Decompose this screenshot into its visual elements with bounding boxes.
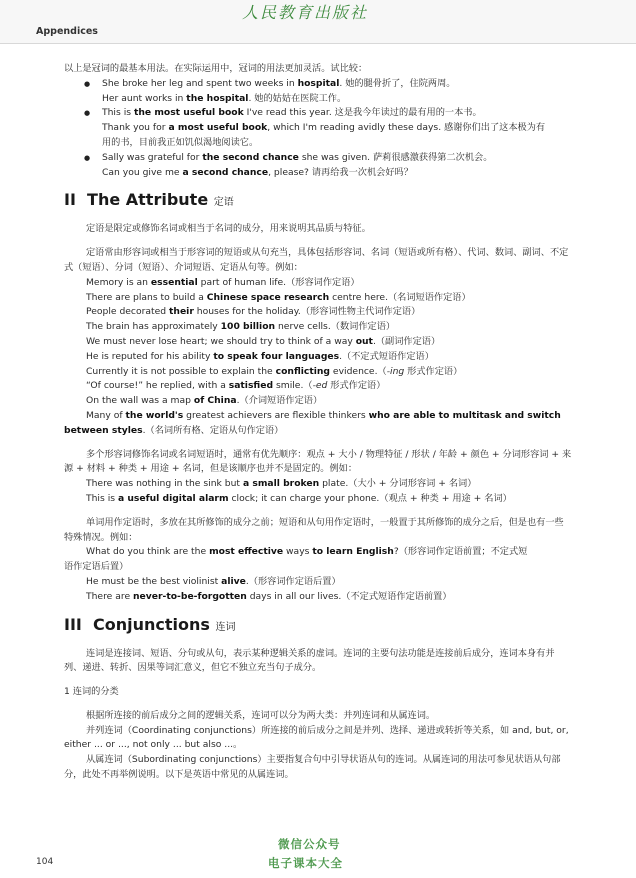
section-heading-conjunctions: III Conjunctions 连词	[64, 614, 236, 634]
attribute-example: There are plans to build a Chinese space research centre here.（名词短语作定语）	[86, 291, 471, 303]
position-example: What do you think are the most effective ways to learn English?（形容词作定语前置；不定式短	[86, 546, 528, 558]
watermark-line1: 微信公众号	[278, 837, 341, 851]
attribute-example-cont: between styles.（名词所有格、定语从句作定语）	[64, 424, 284, 436]
example-bullet: ● Sally was grateful for the second chance she was given. 萨莉很感激获得第二次机会。	[64, 151, 572, 166]
attribute-example: People decorated their houses for the holiday.（形容词性物主代词作定语）	[86, 306, 421, 318]
conjunctions-classify: 根据所连接的前后成分之间的逻辑关系，连词可以分为两大类：并列连词和从属连词。	[86, 709, 436, 721]
example-line: Her aunt works in the hospital. 她的姑姑在医院工作。	[102, 92, 347, 104]
position-example: He must be the best violinist alive.（形容词作定语后置）	[86, 575, 341, 587]
attribute-example: Currently it is not possible to explain the conflicting evidence.（-ing 形式作定语）	[86, 365, 463, 377]
conjunctions-definition: 连词是连接词、短语、分句或从句，表示某种逻辑关系的虚词。连词的主要句法功能是连接前后成分，连词本身有并列、递进、转折、因果等词汇意义，但它不独立充当句子成分。	[64, 647, 555, 674]
attribute-example: The brain has approximately 100 billion nerve cells.（数词作定语）	[86, 321, 396, 333]
page-body	[64, 62, 572, 783]
attribute-example: “Of course!” he replied, with a satisfied smile.（-ed 形式作定语）	[86, 380, 386, 392]
position-example: There are never-to-be-forgotten days in all our lives.（不定式短语作定语前置）	[86, 590, 452, 602]
publisher-logo: 人民教育出版社	[242, 3, 369, 22]
watermark-line2: 电子课本大全	[268, 856, 343, 870]
sub-heading-classification: 1 连词的分类	[64, 686, 119, 698]
attribute-example: Many of the world's greatest achievers are flexible thinkers who are able to multitask and switch	[86, 409, 561, 421]
attribute-position-intro: 单词用作定语时，多放在其所修饰的成分之前；短语和从句用作定语时，一般置于其所修饰的成分之后，但是也有一些特殊情况。例如：	[64, 516, 564, 543]
example-line: 用的书，目前我正如饥似渴地阅读它。	[102, 136, 259, 148]
attribute-example: On the wall was a map of China.（介词短语作定语）	[86, 395, 323, 407]
example-line: Thank you for a most useful book, which I'm reading avidly these days. 感谢你们出了这本极为有	[102, 122, 546, 134]
attribute-example: He is reputed for his ability to speak four languages.（不定式短语作定语）	[86, 350, 434, 362]
section-heading-attribute: II The Attribute 定语	[64, 190, 234, 210]
order-example: This is a useful digital alarm clock; it can charge your phone.（观点 + 种类 + 用途 + 名词）	[86, 492, 512, 504]
attribute-example: Memory is an essential part of human life.（形容词作定语）	[86, 276, 360, 288]
running-head: Appendices	[36, 26, 98, 37]
page-number: 104	[36, 857, 54, 867]
example-bullet: ● This is the most useful book I've read this year. 这是我今年读过的最有用的一本书。	[64, 106, 572, 121]
attribute-types-intro: 定语常由形容词或相当于形容词的短语或从句充当，具体包括形容词、名词（短语或所有格）、代词、数词、副词、不定式（短语）、分词（短语）、介词短语、定语从句等。例如：	[64, 247, 569, 273]
example-line: Can you give me a second chance, please? 请再给我一次机会好吗？	[102, 166, 413, 178]
attribute-order-intro: 多个形容词修饰名词或名词短语时，通常有优先顺序：观点 + 大小 / 物理特征 / 形状 / 年龄 + 颜色 + 分词形容词 + 来源 + 材料 + 种类 + 用途 + 名词，但是该顺序也并不是固定的。例如：	[64, 448, 572, 475]
attribute-example: We must never lose heart; we should try to think of a way out.（副词作定语）	[86, 335, 441, 347]
subordinating-conjunctions: 从属连词（Subordinating conjunctions）主要指复合句中引导状语从句的连词。从属连词的用法可参见状语从句部分，此处不再举例说明。以下是英语中常见的从属连词。	[64, 754, 561, 781]
attribute-definition: 定语是限定或修饰名词或相当于名词的成分，用来说明其品质与特征。	[86, 223, 371, 235]
example-bullet: ● She broke her leg and spent two weeks in hospital. 她的腿骨折了，住院两周。	[64, 77, 572, 92]
header-divider	[0, 43, 636, 44]
order-example: There was nothing in the sink but a small broken plate.（大小 + 分词形容词 + 名词）	[86, 478, 477, 490]
article-intro: 以上是冠词的最基本用法。在实际运用中，冠词的用法更加灵活。试比较：	[64, 63, 368, 74]
coordinating-conjunctions: 并列连词（Coordinating conjunctions）所连接的前后成分之间是并列、选择、递进或转折等关系，如 and, but, or, either ... or ..., not only ... but also ...。	[64, 724, 569, 751]
position-example-cont: 语作定语后置）	[64, 561, 129, 573]
